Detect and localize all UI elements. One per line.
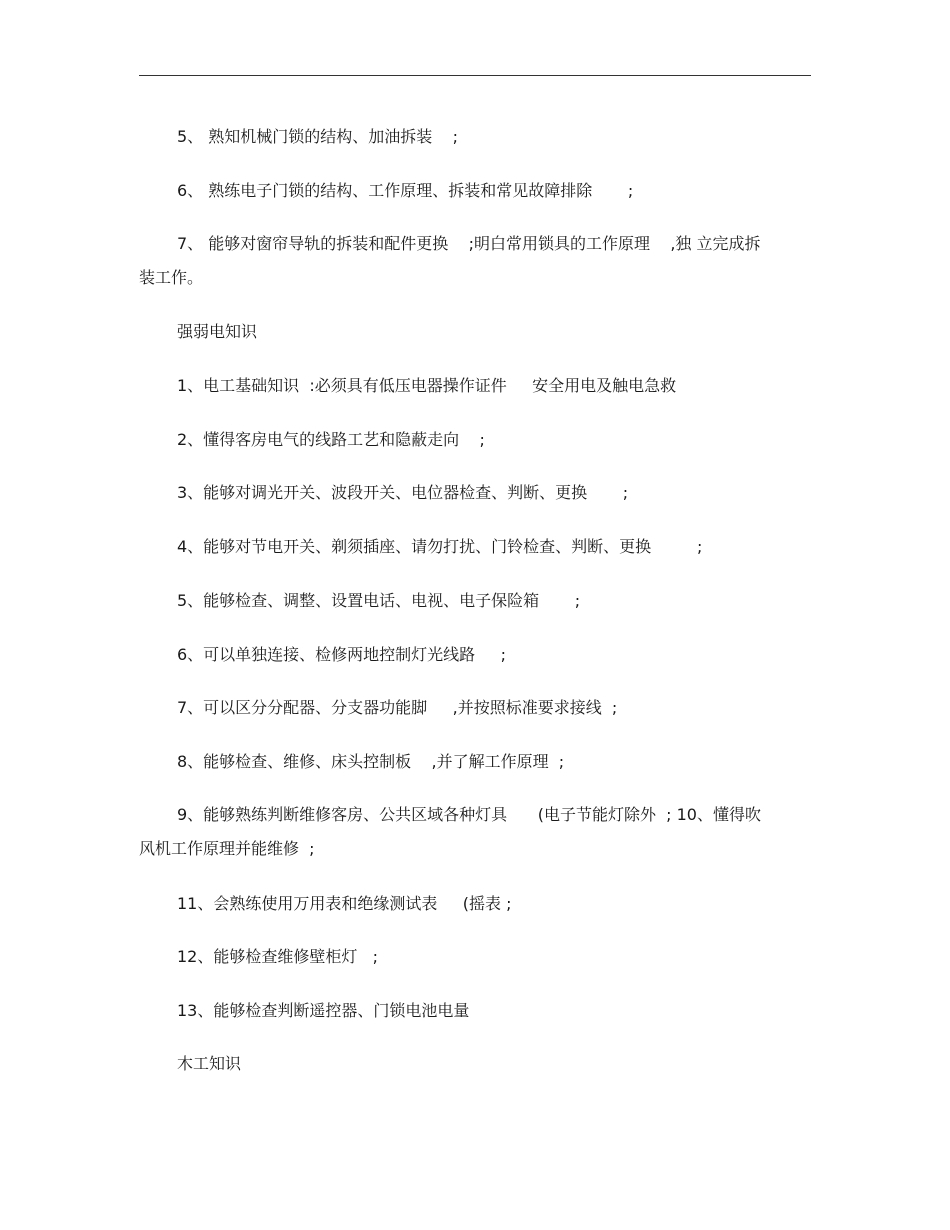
list-item: 7、 能够对窗帘导轨的拆装和配件更换 ;明白常用锁具的工作原理 ,独 立完成拆 bbox=[177, 234, 761, 253]
list-item: 6、可以单独连接、检修两地控制灯光线路 ; bbox=[177, 645, 507, 664]
list-item: 5、 熟知机械门锁的结构、加油拆装 ; bbox=[177, 127, 459, 146]
section-heading: 木工知识 bbox=[177, 1054, 242, 1073]
list-item: 2、懂得客房电气的线路工艺和隐蔽走向 ; bbox=[177, 430, 485, 449]
list-item: 3、能够对调光开关、波段开关、电位器检查、判断、更换 ; bbox=[177, 483, 629, 502]
list-item: 4、能够对节电开关、剃须插座、请勿打扰、门铃检查、判断、更换 ; bbox=[177, 537, 703, 556]
list-item-continuation: 风机工作原理并能维修 ; bbox=[139, 839, 315, 858]
list-item: 8、能够检查、维修、床头控制板 ,并了解工作原理 ; bbox=[177, 752, 565, 771]
header-rule bbox=[139, 75, 811, 76]
list-item: 7、可以区分分配器、分支器功能脚 ,并按照标准要求接线 ; bbox=[177, 698, 618, 717]
list-item: 13、能够检查判断遥控器、门锁电池电量 bbox=[177, 1001, 470, 1020]
list-item: 1、电工基础知识 :必须具有低压电器操作证件 安全用电及触电急救 bbox=[177, 376, 677, 395]
list-item: 6、 熟练电子门锁的结构、工作原理、拆装和常见故障排除 ; bbox=[177, 181, 634, 200]
list-item: 5、能够检查、调整、设置电话、电视、电子保险箱 ; bbox=[177, 591, 581, 610]
list-item: 9、能够熟练判断维修客房、公共区域各种灯具 (电子节能灯除外 ; 10、懂得吹 bbox=[177, 805, 761, 824]
list-item: 12、能够检查维修壁柜灯 ; bbox=[177, 947, 379, 966]
list-item-continuation: 装工作。 bbox=[139, 268, 204, 287]
list-item: 11、会熟练使用万用表和绝缘测试表 (摇表 ; bbox=[177, 894, 512, 913]
section-heading: 强弱电知识 bbox=[177, 322, 258, 341]
